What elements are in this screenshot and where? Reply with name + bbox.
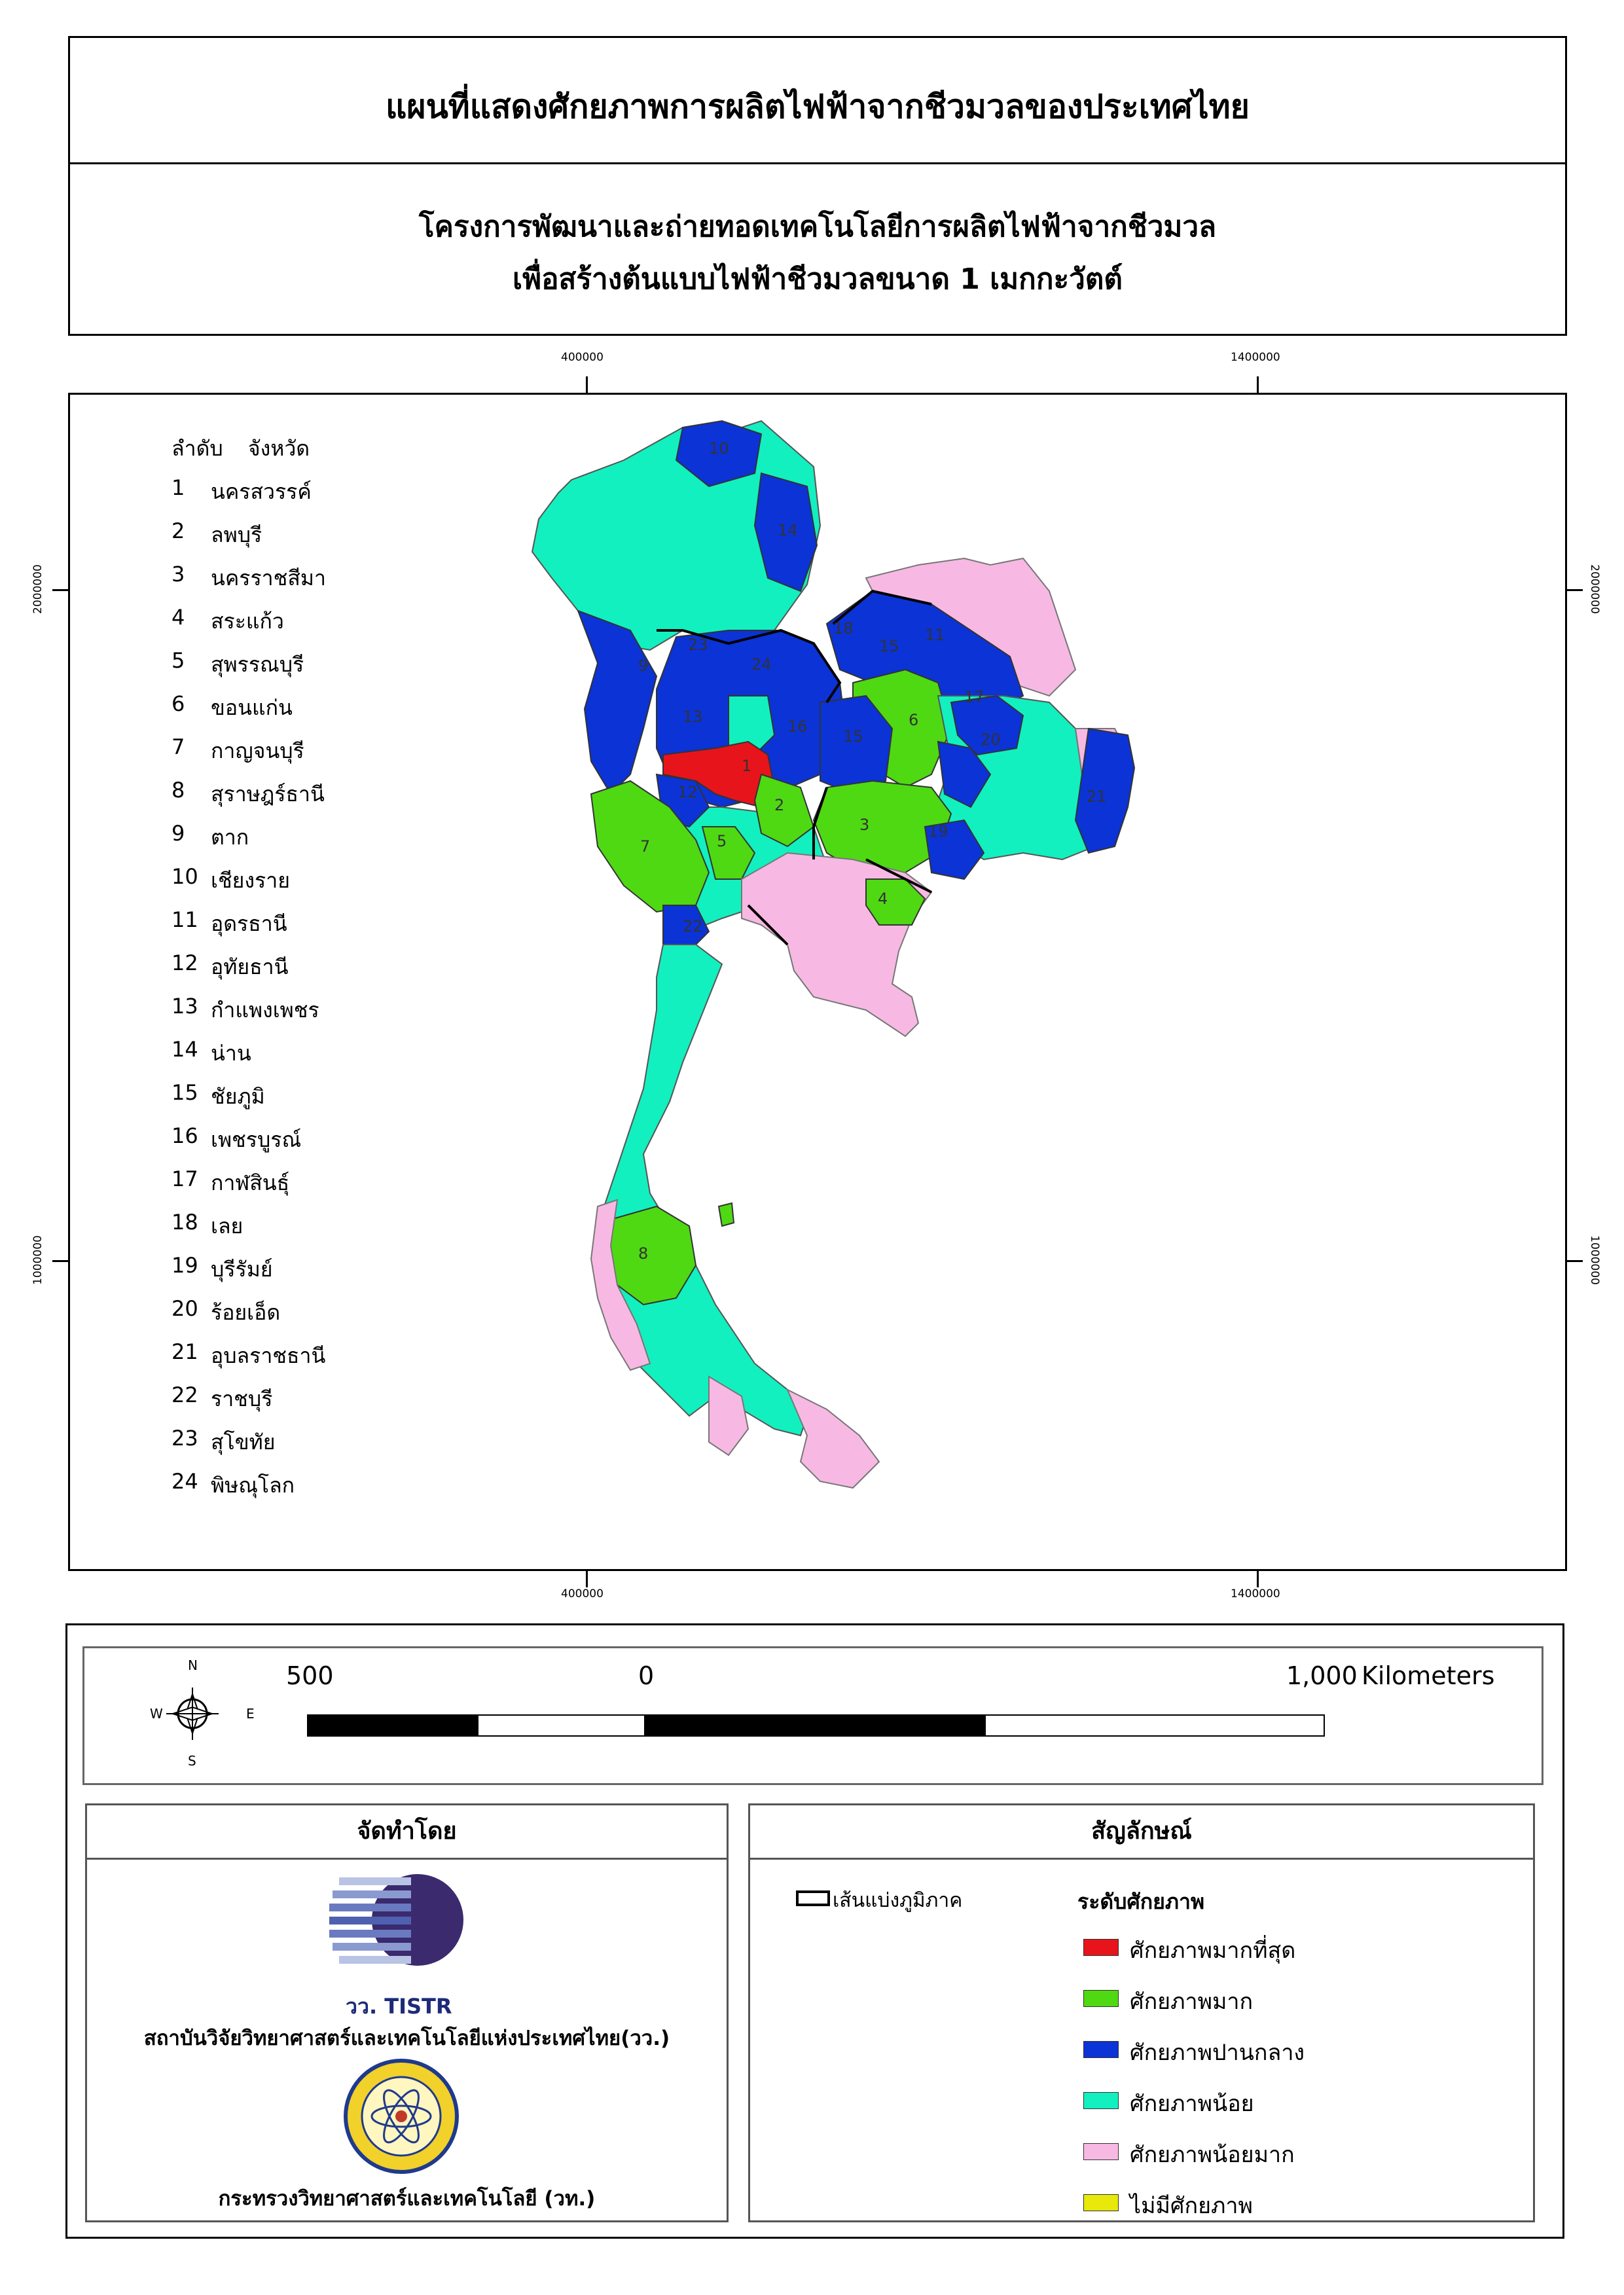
- x-tickmark: [586, 376, 588, 393]
- province-rank: 4: [171, 605, 185, 630]
- province-name: ราชบุรี: [211, 1386, 273, 1411]
- province-rank: 17: [171, 1166, 198, 1191]
- legend-header: สัญลักษณ์: [750, 1805, 1533, 1860]
- province-rank: 10: [171, 864, 198, 889]
- province-rank: 24: [171, 1469, 198, 1494]
- province-name: กำแพงเพชร: [211, 998, 319, 1022]
- legend-swatch: [1083, 1939, 1119, 1956]
- province-name: สุพรรณบุรี: [211, 652, 304, 677]
- province-name: สระแก้ว: [211, 609, 284, 634]
- map-label-8: 8: [638, 1244, 649, 1263]
- province-name: ขอนแก่น: [211, 695, 293, 720]
- map-title: แผนที่แสดงศักยภาพการผลิตไฟฟ้าจากชีวมวลของประเทศไทย: [386, 88, 1250, 126]
- legend-swatch: [1083, 2143, 1119, 2160]
- province-name: ลพบุรี: [211, 522, 262, 547]
- province-name: สุราษฎร์ธานี: [211, 782, 325, 806]
- x-tickmark: [1257, 1571, 1259, 1587]
- map-label-20: 20: [981, 731, 1001, 749]
- province-rank: 5: [171, 648, 185, 673]
- province-name: เพชรบูรณ์: [211, 1127, 302, 1152]
- region-south-verylow-east: [787, 1390, 879, 1488]
- map-label-12: 12: [677, 783, 698, 801]
- scale-label-0: 0: [638, 1661, 655, 1690]
- level-title: ระดับศักยภาพ: [1077, 1889, 1205, 1914]
- province-name: พิษณุโลก: [211, 1473, 295, 1498]
- province-rank: 3: [171, 562, 185, 587]
- legend-level-label: ศักยภาพมาก: [1130, 1989, 1254, 2015]
- province-name: นครสวรรค์: [211, 479, 312, 504]
- legend-level-label: ศักยภาพมากที่สุด: [1130, 1938, 1296, 1964]
- map-label-14: 14: [778, 521, 798, 539]
- map-label-11: 11: [925, 626, 945, 644]
- province-rank: 18: [171, 1210, 198, 1235]
- legend-level-label: ไม่มีศักยภาพ: [1130, 2193, 1253, 2219]
- map-label-15: 15: [843, 727, 863, 746]
- map-label-10: 10: [709, 439, 729, 458]
- subtitle-line2: เพื่อสร้างต้นแบบไฟฟ้าชีวมวลขนาด 1 เมกกะวัตต์: [513, 262, 1123, 296]
- legend-swatch: [1083, 1990, 1119, 2007]
- province-name: นครราชสีมา: [211, 566, 326, 590]
- province-name: กาญจนบุรี: [211, 738, 304, 763]
- map-label-18: 18: [833, 619, 854, 638]
- province-rank: 9: [171, 821, 185, 846]
- province-name: น่าน: [211, 1041, 251, 1066]
- map-label-3: 3: [859, 816, 870, 834]
- province-name: บุรีรัมย์: [211, 1257, 273, 1282]
- map-label-5: 5: [717, 832, 727, 850]
- map-label-9: 9: [638, 657, 649, 675]
- x-tick-bottom-2: 1400000: [1231, 1587, 1280, 1600]
- title-box: [68, 36, 1567, 164]
- scale-box: [82, 1646, 1543, 1785]
- scale-label-1000: 1,000: [1286, 1661, 1358, 1690]
- tistr-logo-text: วว. TISTR: [346, 1994, 452, 2019]
- map-label-19: 19: [928, 822, 948, 840]
- map-label-1: 1: [742, 757, 752, 775]
- map-label-7: 7: [640, 837, 651, 856]
- compass-s: S: [188, 1753, 196, 1769]
- province-name: ชัยภูมิ: [211, 1084, 265, 1109]
- province-rank: 11: [171, 907, 198, 932]
- province-rank: 6: [171, 691, 185, 716]
- y-tick-left-2: 1000000: [31, 1235, 45, 1285]
- map-label-17: 17: [964, 688, 984, 706]
- scale-unit: Kilometers: [1362, 1661, 1495, 1690]
- province-rank: 1: [171, 475, 185, 500]
- y-tickmark: [52, 1260, 68, 1262]
- map-label-15b: 15: [879, 637, 899, 655]
- province-name: ร้อยเอ็ด: [211, 1300, 281, 1325]
- x-tickmark: [1257, 376, 1259, 393]
- subtitle-box: [68, 164, 1567, 336]
- province-rank: 23: [171, 1426, 198, 1451]
- made-by-box: [85, 1803, 729, 2222]
- province-name: กาฬสินธุ์: [211, 1170, 290, 1195]
- island: [719, 1203, 734, 1226]
- x-tick-bottom-1: 400000: [561, 1587, 604, 1600]
- map-label-13: 13: [683, 708, 703, 726]
- map-label-6: 6: [909, 711, 919, 729]
- x-tickmark: [586, 1571, 588, 1587]
- province-name: อุบลราชธานี: [211, 1343, 326, 1368]
- org2-name: กระทรวงวิทยาศาสตร์และเทคโนโลยี (วท.): [218, 2187, 596, 2211]
- map-label-21: 21: [1087, 787, 1107, 806]
- map-label-16: 16: [787, 717, 808, 736]
- compass-e: E: [246, 1706, 255, 1722]
- boundary-label: เส้นแบ่งภูมิภาค: [833, 1889, 963, 1912]
- legend-swatch: [1083, 2092, 1119, 2109]
- province-rank: 22: [171, 1382, 198, 1407]
- x-tick-top-2: 1400000: [1231, 351, 1280, 364]
- province-rank: 8: [171, 778, 185, 803]
- legend-box: [748, 1803, 1535, 2222]
- province-name: อุทัยธานี: [211, 954, 289, 979]
- y-tickmark: [1567, 1260, 1583, 1262]
- legend-level-label: ศักยภาพน้อย: [1130, 2091, 1254, 2117]
- y-tickmark: [1567, 589, 1583, 591]
- province-rank: 14: [171, 1037, 198, 1062]
- y-tick-right-1: 2000000: [1587, 564, 1601, 614]
- province-name: ตาก: [211, 825, 249, 850]
- made-by-header: จัดทำโดย: [87, 1805, 727, 1860]
- org1-name: สถาบันวิจัยวิทยาศาสตร์และเทคโนโลยีแห่งประเทศไทย(วว.): [143, 2027, 670, 2050]
- map-label-2: 2: [774, 796, 785, 814]
- province-list-header: [171, 432, 310, 465]
- scale-label-500: 500: [286, 1661, 334, 1690]
- subtitle-line1: โครงการพัฒนาและถ่ายทอดเทคโนโลยีการผลิตไฟฟ้าจากชีวมวล: [418, 210, 1217, 244]
- tistr-logo-icon: [326, 1868, 477, 1992]
- legend-swatch: [1083, 2194, 1119, 2211]
- compass-w: W: [150, 1706, 163, 1722]
- map-label-4: 4: [878, 890, 888, 908]
- x-tick-top-1: 400000: [561, 351, 604, 364]
- boundary-swatch: [796, 1890, 830, 1906]
- map-label-22: 22: [683, 917, 703, 935]
- province-rank: 15: [171, 1080, 198, 1105]
- province-rank: 2: [171, 518, 185, 543]
- province-rank: 12: [171, 950, 198, 975]
- y-tick-left-1: 2000000: [31, 564, 45, 614]
- legend-level-label: ศักยภาพน้อยมาก: [1130, 2142, 1295, 2168]
- province-name: เชียงราย: [211, 868, 290, 893]
- province-name: สุโขทัย: [211, 1430, 276, 1455]
- province-rank: 19: [171, 1253, 198, 1278]
- legend-swatch: [1083, 2041, 1119, 2058]
- scale-bar: [307, 1714, 1328, 1740]
- province-rank: 7: [171, 734, 185, 759]
- ministry-seal-icon: [342, 2057, 460, 2175]
- map-label-23: 23: [688, 636, 708, 654]
- province-rank: 13: [171, 994, 198, 1019]
- y-tickmark: [52, 589, 68, 591]
- map-label-24: 24: [751, 655, 772, 674]
- province-rank: 16: [171, 1123, 198, 1148]
- province-name: เลย: [211, 1214, 244, 1238]
- y-tick-right-2: 1000000: [1587, 1235, 1601, 1285]
- compass-n: N: [188, 1657, 198, 1673]
- province-rank: 21: [171, 1339, 198, 1364]
- header-province: จังหวัด: [247, 436, 310, 461]
- header-rank: ลำดับ: [171, 436, 223, 461]
- province-rank: 20: [171, 1296, 198, 1321]
- legend-level-label: ศักยภาพปานกลาง: [1130, 2040, 1305, 2066]
- province-name: อุดรธานี: [211, 911, 287, 936]
